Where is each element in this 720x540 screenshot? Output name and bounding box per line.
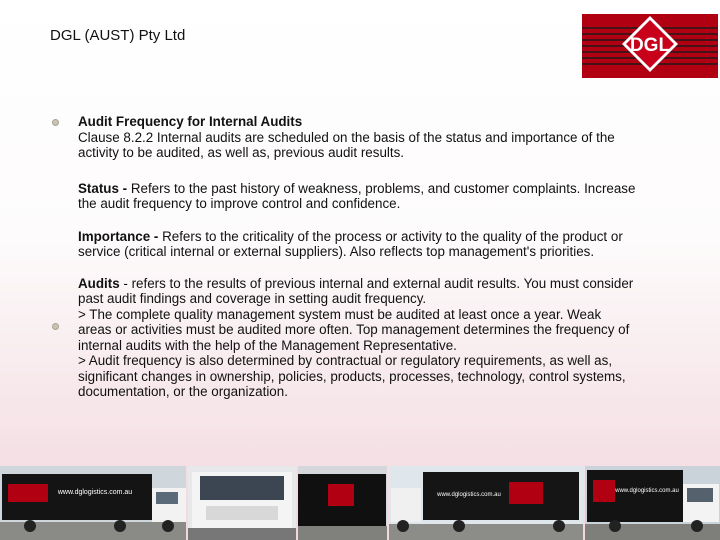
truck-photo: [585, 466, 720, 540]
audit-point-1: > The complete quality management system must be audited at least once a year. Weak areas or activities must be audited more often. Top management determines the frequency of internal audits with the help of the Management Representative.: [78, 306, 630, 353]
bullet-marker: [52, 119, 59, 126]
truck-photo: [298, 466, 387, 540]
section-heading: Audit Frequency for Internal Audits: [78, 114, 303, 129]
audits-text: - refers to the results of previous internal and external audit results. You must consider past audit findings and coverage in setting audit frequency.: [78, 275, 634, 306]
svg-text:DGL: DGL: [629, 35, 671, 56]
truck-url-text: www.dglogistics.com.au: [615, 488, 679, 494]
company-name: DGL (AUST) Pty Ltd: [50, 27, 186, 44]
truck-url-text: www.dglogistics.com.au: [436, 492, 501, 498]
importance-text: Refers to the criticality of the process or activity to the quality of the product or service (critical internal or external suppliers). Also reflects top management's priorities.: [78, 228, 623, 259]
status-paragraph: [78, 181, 638, 212]
audit-point-2: > Audit frequency is also determined by contractual or regulatory requirements, as well as, significant changes in ownership, policies, products, processes, technology, control systems, documentation, or the organization.: [78, 353, 626, 399]
status-label: Status -: [78, 180, 131, 196]
audits-paragraph: [78, 276, 638, 307]
truck-url-text: www.dglogistics.com.au: [57, 489, 133, 496]
slide-content: [78, 114, 638, 400]
truck-photo: [389, 466, 583, 540]
dgl-logo: [582, 14, 718, 78]
importance-label: Importance -: [78, 228, 163, 244]
importance-paragraph: [78, 229, 638, 260]
bullet-marker: [52, 323, 59, 330]
status-text: Refers to the past history of weakness, problems, and customer complaints. Increase the audit frequency to improve control and confidence.: [78, 180, 636, 211]
audits-label: Audits: [78, 275, 124, 291]
truck-photo-strip: [0, 466, 720, 540]
truck-photo: [188, 466, 295, 540]
truck-photo: [0, 466, 186, 540]
clause-text: Clause 8.2.2 Internal audits are scheduled on the basis of the status and importance of the activity to be audited, as well as, previous audit results.: [78, 129, 615, 160]
